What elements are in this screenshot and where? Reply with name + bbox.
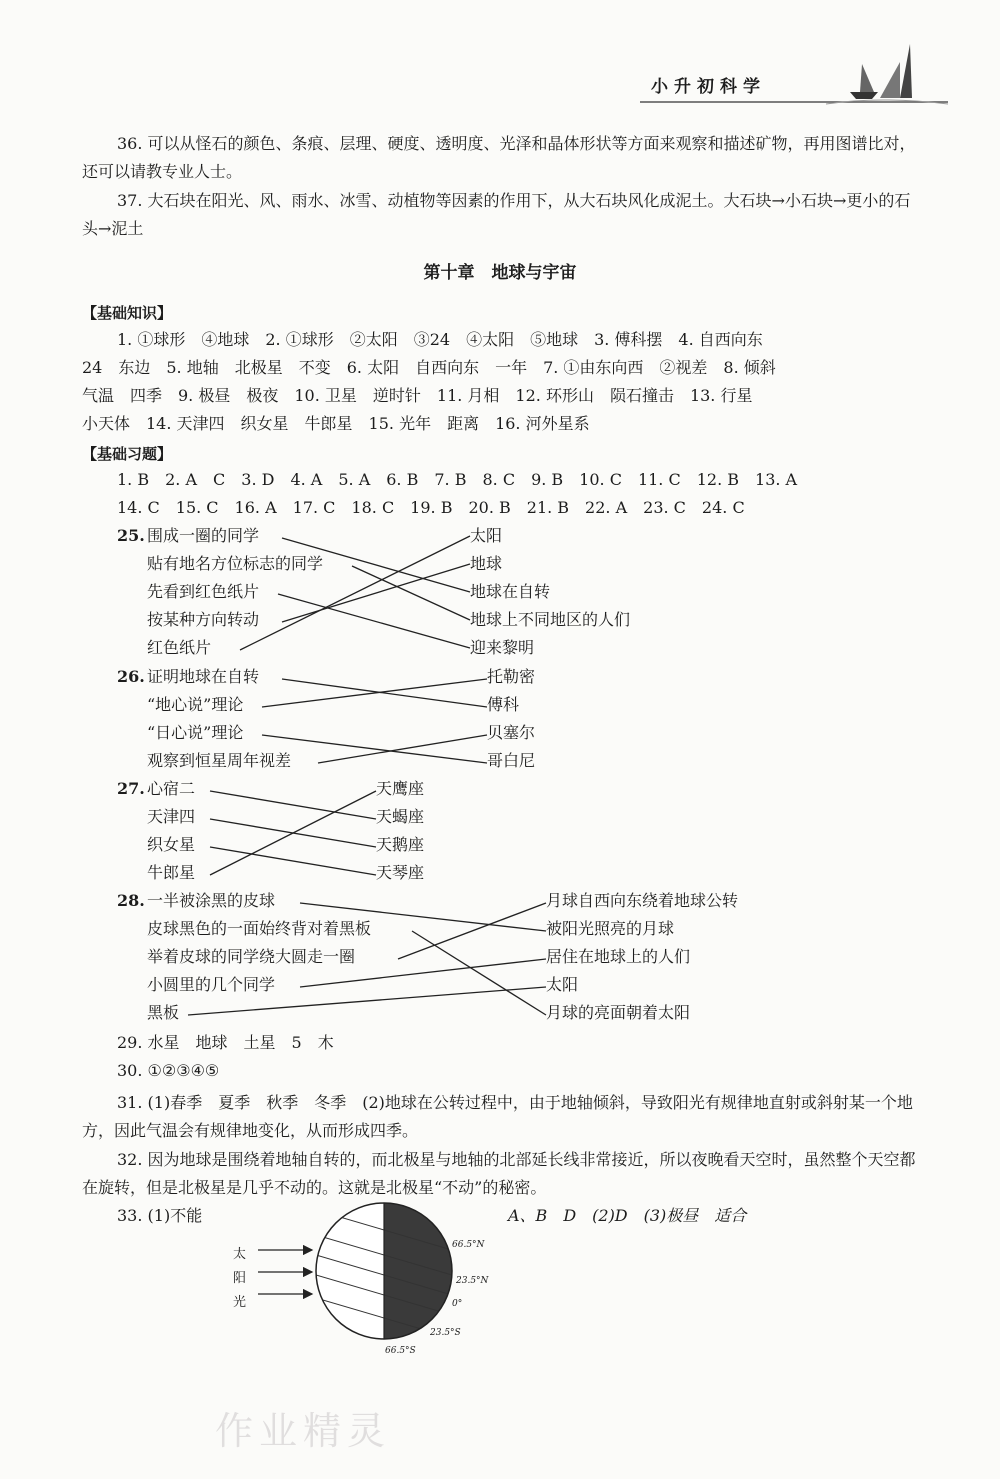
q25-left-item: 围成一圈的同学 <box>147 526 260 545</box>
q27-right-item: 天蝎座 <box>376 807 425 826</box>
q26-right-item: 贝塞尔 <box>487 723 536 742</box>
sunlight-label-char: 阳 <box>233 1271 247 1286</box>
q26-number: 26. <box>117 667 145 686</box>
q25-left-item: 红色纸片 <box>147 638 212 657</box>
q28-left-item: 黑板 <box>147 1003 180 1022</box>
q27-left-item: 牛郎星 <box>147 863 196 882</box>
answer-30: 30. ①②③④⑤ <box>117 1061 220 1080</box>
mc-answers-line: 1. B 2. A C 3. D 4. A 5. A 6. B 7. B 8. C 9. B 10. C 11. C 12. B 13. A <box>117 470 798 489</box>
latitude-label: 66.5°S <box>385 1346 416 1356</box>
latitude-label: 0° <box>452 1299 463 1309</box>
q25-left-item: 按某种方向转动 <box>147 610 260 629</box>
q28-right-item: 被阳光照亮的月球 <box>546 919 675 938</box>
q26-right-item: 哥白尼 <box>487 751 536 770</box>
q25-right-item: 太阳 <box>470 526 503 545</box>
answer-29: 29. 水星 地球 土星 5 木 <box>117 1033 334 1052</box>
q26-right-item: 傅科 <box>487 695 520 714</box>
latitude-label: 66.5°N <box>452 1240 485 1250</box>
section-basic-exercises: 【基础习题】 <box>82 445 173 463</box>
knowledge-line: 小天体 14. 天津四 织女星 牛郎星 15. 光年 距离 16. 河外星系 <box>82 414 590 433</box>
answer-36: 36. 可以从怪石的颜色、条痕、层理、硬度、透明度、光泽和晶体形状等方面来观察和描述矿物，再用图谱比对，还可以请教专业人士。 <box>82 134 916 181</box>
q28-right-item: 太阳 <box>546 975 579 994</box>
header-title: 小升初科学 <box>651 77 766 97</box>
q28-number: 28. <box>117 891 145 910</box>
sunlight-label-char: 太 <box>233 1247 247 1262</box>
q27-number: 27. <box>117 779 145 798</box>
latitude-label: 23.5°N <box>456 1276 489 1286</box>
chapter-title: 第十章 地球与宇宙 <box>423 263 577 283</box>
q28-left-item: 举着皮球的同学绕大圆走一圈 <box>147 947 356 966</box>
q26-left-item: 观察到恒星周年视差 <box>147 751 292 770</box>
q28-right-item: 居住在地球上的人们 <box>546 947 691 966</box>
q25-right-item: 地球上不同地区的人们 <box>470 610 631 629</box>
knowledge-line: 1. ①球形 ④地球 2. ①球形 ②太阳 ③24 ④太阳 ⑤地球 3. 傅科摆 4. 自西向东 <box>117 330 763 349</box>
q25-right-item: 地球在自转 <box>470 582 551 601</box>
answer-37: 37. 大石块在阳光、风、雨水、冰雪、动植物等因素的作用下，从大石块风化成泥土。大石块→小石块→更小的石头→泥土 <box>82 191 911 238</box>
q27-right-item: 天琴座 <box>376 863 425 882</box>
q28-left-item: 皮球黑色的一面始终背对着黑板 <box>147 919 372 938</box>
knowledge-line: 24 东边 5. 地轴 北极星 不变 6. 太阳 自西向东 一年 7. ①由东向西 ②视差 8. 倾斜 <box>82 358 776 377</box>
latitude-label: 23.5°S <box>430 1328 461 1338</box>
q27-left-item: 心宿二 <box>147 779 196 798</box>
q27-right-item: 天鹅座 <box>376 835 425 854</box>
q26-left-item: “地心说”理论 <box>147 695 244 714</box>
q28-left-item: 一半被涂黑的皮球 <box>147 891 276 910</box>
q27-left-item: 织女星 <box>147 835 196 854</box>
q26-right-item: 托勒密 <box>487 667 536 686</box>
footer-watermark: 作业精灵 <box>215 1409 392 1453</box>
q25-number: 25. <box>117 526 145 545</box>
answer-31: 31. (1)春季 夏季 秋季 冬季 (2)地球在公转过程中，由于地轴倾斜，导致阳光有规律地直射或斜射某一个地方，因此气温会有规律地变化，从而形成四季。 <box>82 1093 913 1140</box>
q25-right-item: 地球 <box>470 554 503 573</box>
q28-left-item: 小圆里的几个同学 <box>147 975 276 994</box>
q25-left-item: 贴有地名方位标志的同学 <box>147 554 324 573</box>
sunlight-label-char: 光 <box>233 1295 247 1310</box>
answer-32: 32. 因为地球是围绕着地轴自转的，而北极星与地轴的北部延长线非常接近，所以夜晚看天空时，虽然整个天空都在旋转，但是北极星是几乎不动的。这就是北极星“不动”的秘密。 <box>82 1150 916 1197</box>
q27-right-item: 天鹰座 <box>376 779 425 798</box>
q27-left-item: 天津四 <box>147 807 196 826</box>
q25-left-item: 先看到红色纸片 <box>147 582 260 601</box>
knowledge-line: 气温 四季 9. 极昼 极夜 10. 卫星 逆时针 11. 月相 12. 环形山 陨石撞击 13. 行星 <box>82 386 753 405</box>
answer-33-part1: 33. (1)不能 <box>117 1206 203 1225</box>
q26-left-item: 证明地球在自转 <box>147 667 260 686</box>
answer-33-part2: A、B D (2)D (3)极昼 适合 <box>508 1206 747 1225</box>
q26-left-item: “日心说”理论 <box>147 723 244 742</box>
q28-right-item: 月球的亮面朝着太阳 <box>546 1003 691 1022</box>
q25-right-item: 迎来黎明 <box>470 638 535 657</box>
section-basic-knowledge: 【基础知识】 <box>82 304 173 322</box>
q28-right-item: 月球自西向东绕着地球公转 <box>546 891 739 910</box>
mc-answers-line: 14. C 15. C 16. A 17. C 18. C 19. B 20. B 21. B 22. A 23. C 24. C <box>117 498 745 517</box>
